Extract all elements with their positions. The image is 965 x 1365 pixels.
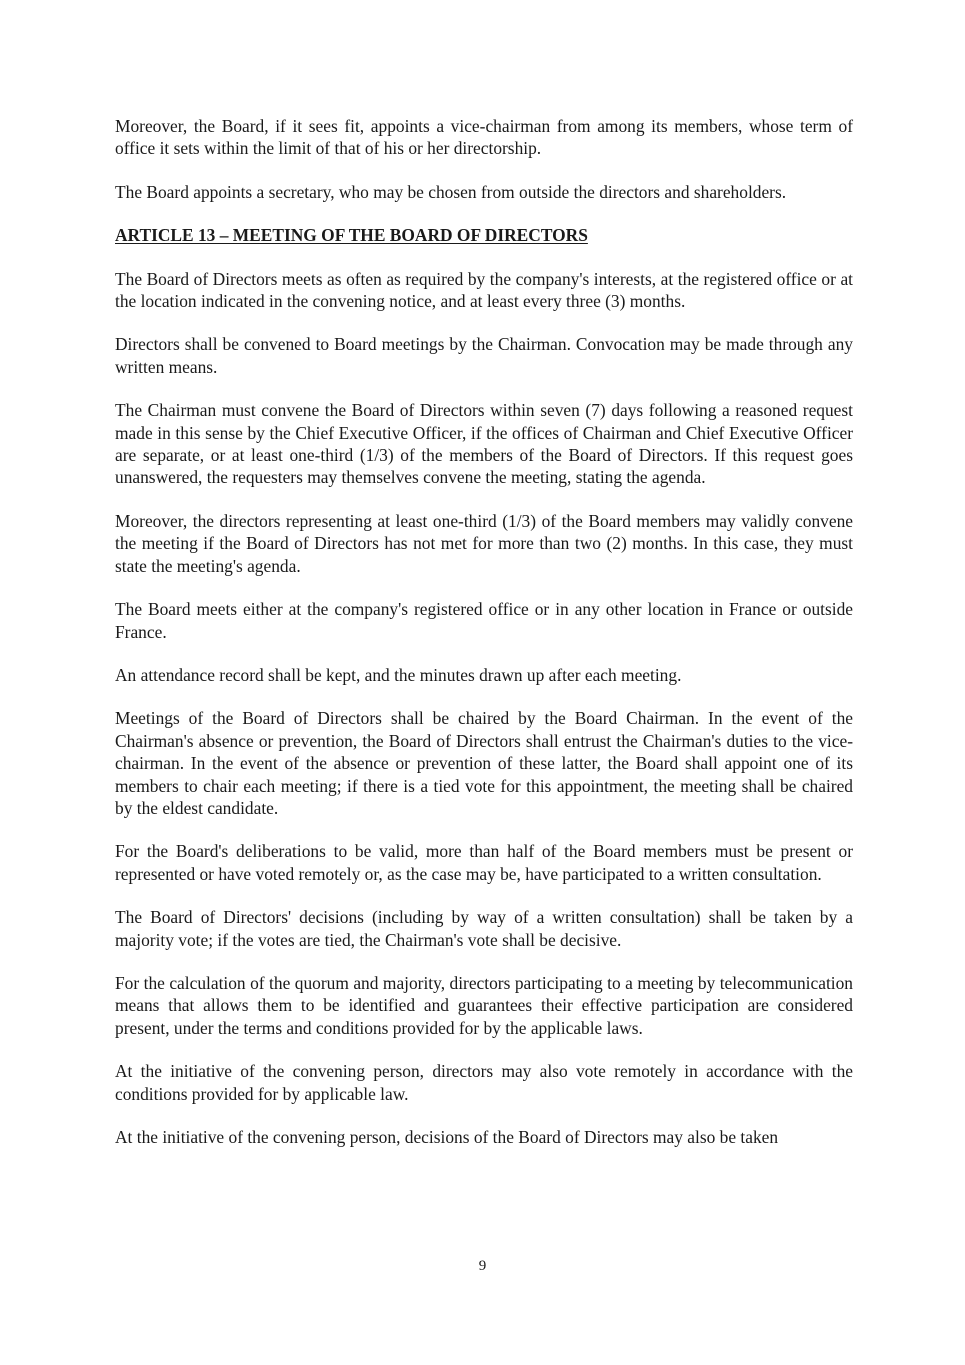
paragraph: For the Board's deliberations to be valid, more than half of the Board members must be present or represented or have voted remotely or, as the case may be, have participated to a written consultation.: [115, 841, 853, 884]
document-page: [115, 115, 853, 1169]
paragraph: Meetings of the Board of Directors shall be chaired by the Board Chairman. In the event of the Chairman's absence or prevention, the Board of Directors shall entrust the Chairman's duties to the vice-chairman. In the event of the absence or prevention of these latter, the Board shall appoint one of its members to chair each meeting; if there is a tied vote for this appointment, the meeting shall be chaired by the eldest candidate.: [115, 708, 853, 818]
paragraph: At the initiative of the convening person, decisions of the Board of Directors may also be taken: [115, 1127, 779, 1147]
paragraph-secretary: The Board appoints a secretary, who may be chosen from outside the directors and shareholders.: [115, 181, 787, 202]
paragraph-vice-chairman: Moreover, the Board, if it sees fit, appoints a vice-chairman from among its members, whose term of office it sets within the limit of that of his or her directorship.: [115, 116, 853, 159]
page-number: 9: [478, 1258, 487, 1274]
paragraph: An attendance record shall be kept, and the minutes drawn up after each meeting.: [115, 664, 682, 685]
paragraph: The Chairman must convene the Board of Directors within seven (7) days following a reasoned request made in this sense by the Chief Executive Officer, if the offices of Chairman and Chief Executive Officer are separate, or at least one-third (1/3) of the members of the Board of Directors. If this request goes unanswered, the requesters may themselves convene the meeting, stating the agenda.: [115, 400, 853, 488]
paragraph: The Board of Directors meets as often as required by the company's interests, at the registered office or at the location indicated in the convening notice, and at least every three (3) months.: [115, 268, 853, 312]
article-13-heading: ARTICLE 13 – MEETING OF THE BOARD OF DIRECTORS: [115, 225, 588, 246]
paragraph: For the calculation of the quorum and majority, directors participating to a meeting by telecommunication means that allows them to be identified and guarantees their effective participation are considered present, under the terms and conditions provided for by the applicable laws.: [115, 972, 853, 1038]
paragraph: Moreover, the directors representing at least one-third (1/3) of the Board members may validly convene the meeting if the Board of Directors has not met for more than two (2) months. In this case, they must state the meeting's agenda.: [115, 510, 853, 576]
paragraph: The Board meets either at the company's registered office or in any other location in France or outside France.: [115, 599, 853, 642]
paragraph: At the initiative of the convening person, directors may also vote remotely in accordance with the conditions provided for by applicable law.: [115, 1061, 853, 1104]
paragraph: The Board of Directors' decisions (including by way of a written consultation) shall be taken by a majority vote; if the votes are tied, the Chairman's vote shall be decisive.: [115, 907, 853, 950]
paragraph: Directors shall be convened to Board meetings by the Chairman. Convocation may be made through any written means.: [115, 334, 853, 377]
